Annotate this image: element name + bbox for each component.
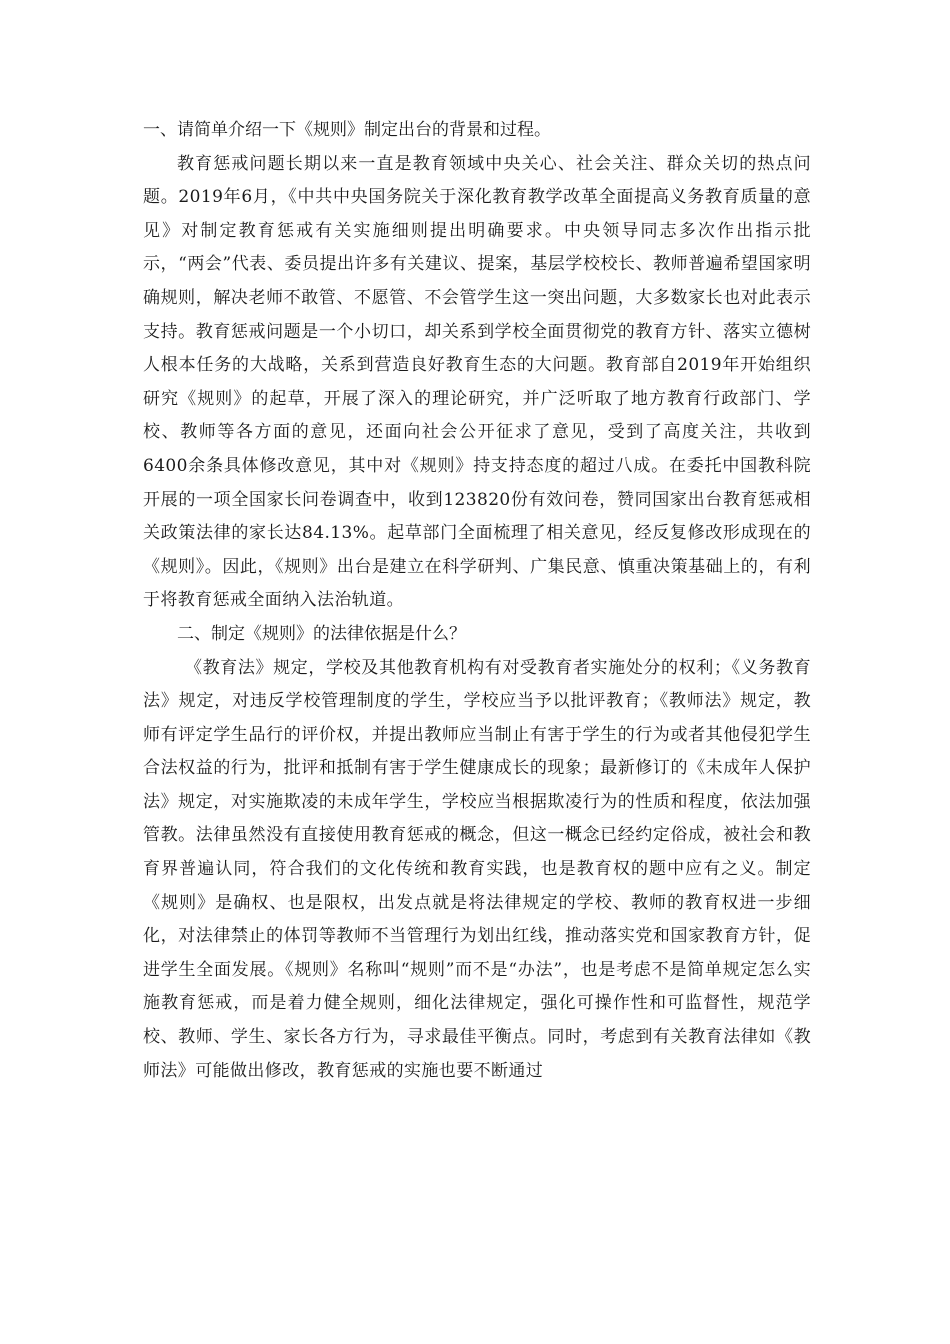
section-paragraph-background: 教育惩戒问题长期以来一直是教育领域中央关心、社会关注、群众关切的热点问题。2019年6月，《中共中央国务院关于深化教育教学改革全面提高义务教育质量的意见》对制定教育惩戒有关实施细则提出明确要求。中央领导同志多次作出指示批示，“两会”代表、委员提出许多有关建议、提案，基层学校校长、教师普遍希望国家明确规则，解决老师不敢管、不愿管、不会管学生这一突出问题，大多数家长也对此表示支持。教育惩戒问题是一个小切口，却关系到学校全面贯彻党的教育方针、落实立德树人根本任务的大战略，关系到营造良好教育生态的大问题。教育部自2019年开始组织研究《规则》的起草，开展了深入的理论研究，并广泛听取了地方教育行政部门、学校、教师等各方面的意见，还面向社会公开征求了意见，受到了高度关注，共收到6400余条具体修改意见，其中对《规则》持支持态度的超过八成。在委托中国教科院开展的一项全国家长问卷调查中，收到123820份有效问卷，赞同国家出台教育惩戒相关政策法律的家长达84.13%。起草部门全面梳理了相关意见，经反复修改形成现在的《规则》。因此，《规则》出台是建立在科学研判、广集民意、慎重决策基础上的，有利于将教育惩戒全面纳入法治轨道。 bbox=[143, 153, 811, 611]
section-heading-background: 一、请简单介绍一下《规则》制定出台的背景和过程。 bbox=[143, 120, 551, 140]
section-paragraph-legal-basis: 《教育法》规定，学校及其他教育机构有对受教育者实施处分的权利；《义务教育法》规定，对违反学校管理制度的学生，学校应当予以批评教育；《教师法》规定，教师有评定学生品行的评价权，并提出教师应当制止有害于学生的行为或者其他侵犯学生合法权益的行为，批评和抵制有害于学生健康成长的现象；最新修订的《未成年人保护法》规定，对实施欺凌的未成年学生，学校应当根据欺凌行为的性质和程度，依法加强管教。法律虽然没有直接使用教育惩戒的概念，但这一概念已经约定俗成，被社会和教育界普遍认同，符合我们的文化传统和教育实践，也是教育权的题中应有之义。制定《规则》是确权、也是限权，出发点就是将法律规定的学校、教师的教育权进一步细化，对法律禁止的体罚等教师不当管理行为划出红线，推动落实党和国家教育方针，促进学生全面发展。《规则》名称叫“规则”而不是“办法”，也是考虑不是简单规定怎么实施教育惩戒，而是着力健全规则，细化法律规定，强化可操作性和可监督性，规范学校、教师、学生、家长各方行为，寻求最佳平衡点。同时，考虑到有关教育法律如《教师法》可能做出修改，教育惩戒的实施也要不断通过 bbox=[143, 657, 811, 1081]
section-heading-legal-basis: 二、制定《规则》的法律依据是什么？ bbox=[177, 623, 466, 644]
document-body bbox=[143, 114, 811, 1088]
